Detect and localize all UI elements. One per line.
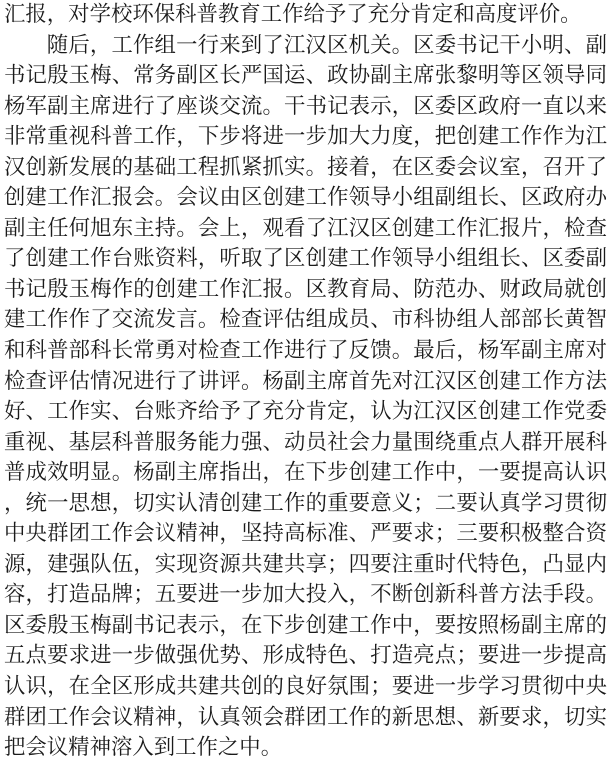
paragraph-1: 汇报，对学校环保科普教育工作给予了充分肯定和高度评价。 <box>4 2 582 27</box>
paragraph-2: 随后，工作组一行来到了江汉区机关。区委书记干小明、副书记殷玉梅、常务副区长严国运、政协副主席张黎明等区领导同杨军副主席进行了座谈交流。干书记表示，区委区政府一直以来非常重视科普工作，下步将进一步加大力度，把创建工作作为江汉创新发展的基础工程抓紧抓实。接着，在区委会议室，召开了创建工作汇报会。会议由区创建工作领导小组副组长、区政府办副主任何旭东主持。会上，观看了江汉区创建工作汇报片，检查了创建工作台账资料，听取了区创建工作领导小组组长、区委副书记殷玉梅作的创建工作汇报。区教育局、防范办、财政局就创建工作作了交流发言。检查评估组成员、市科协组人部部长黄智和科普部科长常勇对检查工作进行了反馈。最后，杨军副主席对检查评估情况进行了讲评。杨副主席首先对江汉区创建工作方法好、工作实、台账齐给予了充分肯定，认为江汉区创建工作党委重视、基层科普服务能力强、动员社会力量围绕重点人群开展科普成效明显。杨副主席指出，在下步创建工作中，一要提高认识，统一思想，切实认清创建工作的重要意义；二要认真学习贯彻中央群团工作会议精神，坚持高标准、严要求；三要积极整合资源，建强队伍，实现资源共建共享；四要注重时代特色，凸显内容，打造品牌；五要进一步加大投入，不断创新科普方法手段。区委殷玉梅副书记表示，在下步创建工作中，要按照杨副主席的五点要求进一步做强优势、形成特色、打造亮点；要进一步提高认识，在全区形成共建共创的良好氛围；要进一步学习贯彻中央群团工作会议精神，认真领会群团工作的新思想、新要求，切实把会议精神溶入到工作之中。 <box>4 32 607 761</box>
document-body <box>4 0 607 767</box>
